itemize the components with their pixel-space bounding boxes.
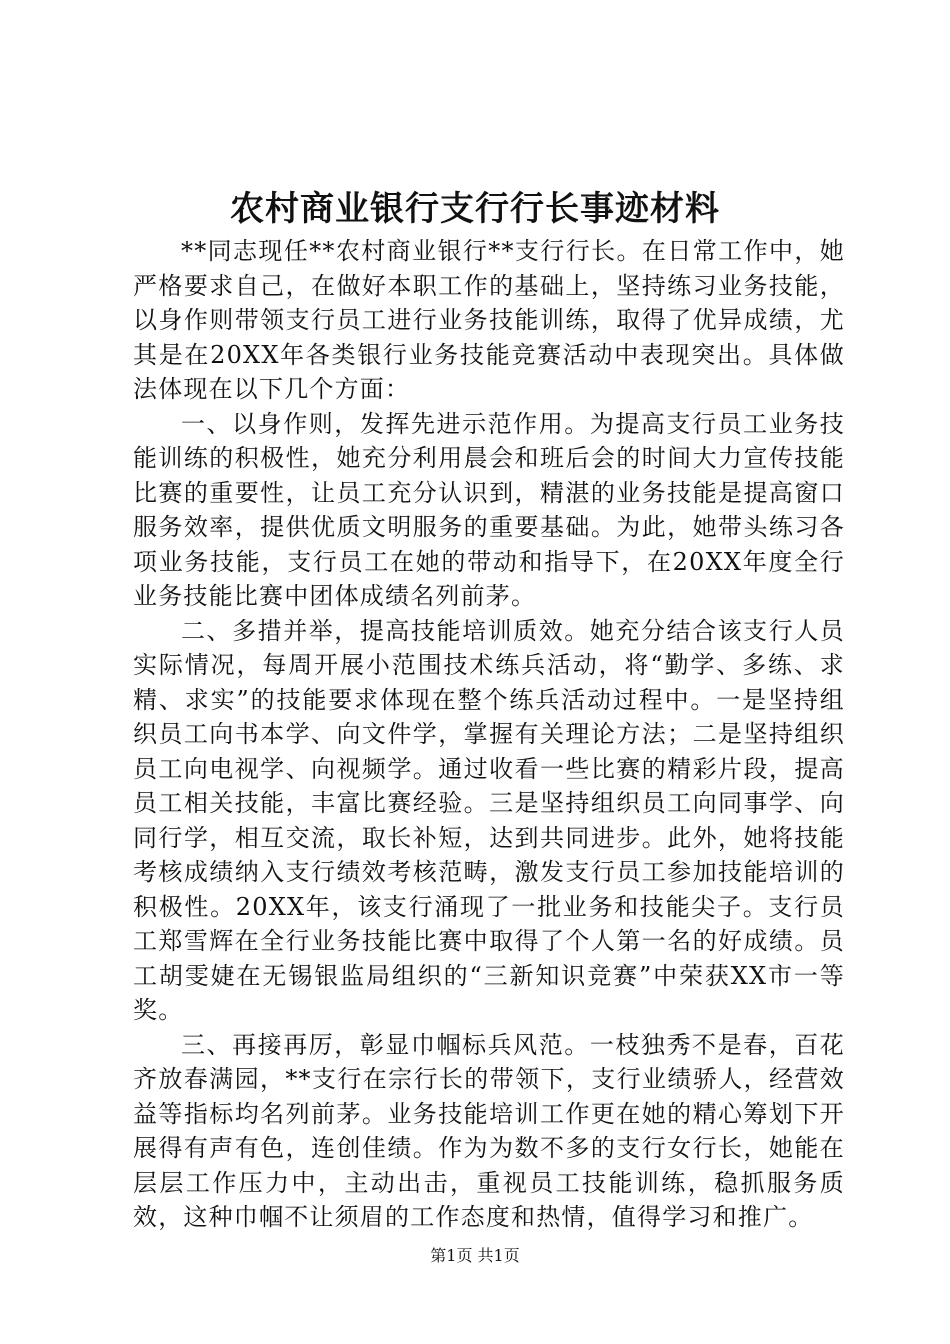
document-body (133, 234, 845, 1235)
paragraph-section-3: 三、再接再厉，彰显巾帼标兵风范。一枝独秀不是春，百花齐放春满园，**支行在宗行长的带领下，支行业绩骄人，经营效益等指标均名列前茅。业务技能培训工作更在她的精心筹划下开展得有声有色，连创佳绩。作为为数不多的支行女行长，她能在层层工作压力中，主动出击，重视员工技能训练，稳抓服务质效，这种巾帼不让须眉的工作态度和热情，值得学习和推广。 (133, 1030, 845, 1231)
document-title: 农村商业银行支行行长事迹材料 (230, 189, 720, 229)
paragraph-intro: **同志现任**农村商业银行**支行行长。在日常工作中，她严格要求自己，在做好本职工作的基础上，坚持练习业务技能，以身作则带领支行员工进行业务技能训练，取得了优异成绩，尤其是在20XX年各类银行业务技能竞赛活动中表现突出。具体做法体现在以下几个方面： (133, 237, 845, 403)
page-number-footer: 第1页 共1页 (430, 1246, 520, 1265)
paragraph-section-1: 一、以身作则，发挥先进示范作用。为提高支行员工业务技能训练的积极性，她充分利用晨会和班后会的时间大力宣传技能比赛的重要性，让员工充分认识到，精湛的业务技能是提高窗口服务效率，提供优质文明服务的重要基础。为此，她带头练习各项业务技能，支行员工在她的带动和指导下，在20XX年度全行业务技能比赛中团体成绩名列前茅。 (133, 409, 845, 610)
paragraph-section-2: 二、多措并举，提高技能培训质效。她充分结合该支行人员实际情况，每周开展小范围技术练兵活动，将“勤学、多练、求精、求实”的技能要求体现在整个练兵活动过程中。一是坚持组织员工向书本学、向文件学，掌握有关理论方法；二是坚持组织员工向电视学、向视频学。通过收看一些比赛的精彩片段，提高员工相关技能，丰富比赛经验。三是坚持组织员工向同事学、向同行学，相互交流，取长补短，达到共同进步。此外，她将技能考核成绩纳入支行绩效考核范畴，激发支行员工参加技能培训的积极性。20XX年，该支行涌现了一批业务和技能尖子。支行员工郑雪辉在全行业务技能比赛中取得了个人第一名的好成绩。员工胡雯婕在无锡银监局组织的“三新知识竞赛”中荣获XX市一等奖。 (133, 616, 845, 1024)
